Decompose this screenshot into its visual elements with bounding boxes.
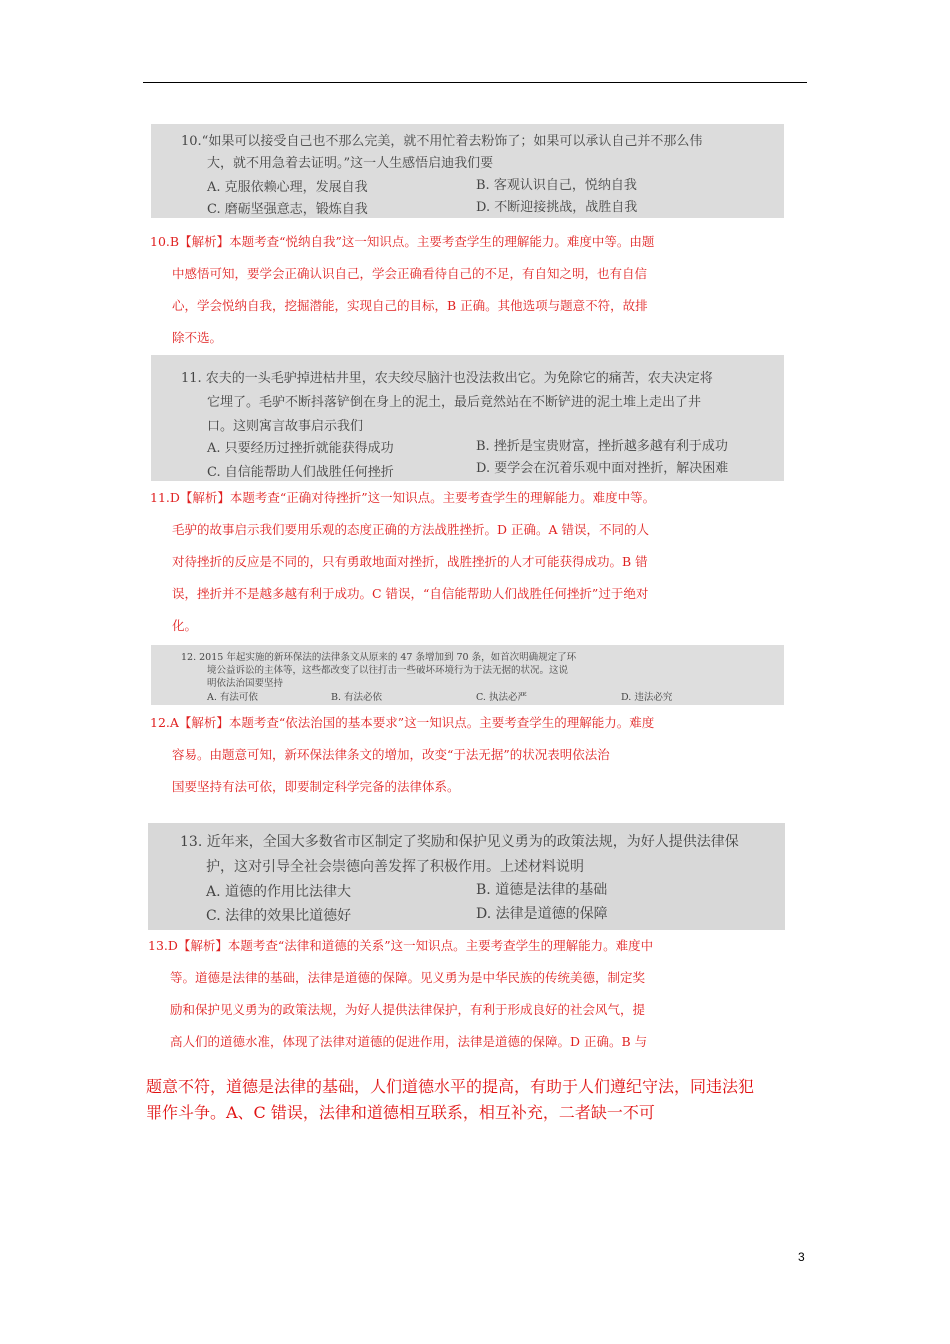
- question-11-stem-line1: 11. 农夫的一头毛驴掉进枯井里，农夫绞尽脑汁也没法救出它。为免除它的痛苦，农夫决定将: [181, 371, 713, 386]
- question-11-option-a: A. 只要经历过挫折就能获得成功: [207, 441, 394, 456]
- question-12-stem-line2: 境公益诉讼的主体等，这些都改变了以往打击一些破坏环境行为于法无据的状况。这说: [207, 665, 569, 676]
- question-11-option-c: C. 自信能帮助人们战胜任何挫折: [207, 465, 394, 480]
- answer-10-line3: 心，学会悦纳自我，挖掘潜能，实现自己的目标，B 正确。其他选项与题意不符，故排: [172, 298, 648, 313]
- question-13-option-a: A. 道德的作用比法律大: [206, 884, 352, 900]
- question-12-image: [151, 645, 784, 705]
- answer-13: [148, 930, 653, 1058]
- question-12-option-c: C. 执法必严: [476, 692, 527, 703]
- answer-13-cont-line1: 题意不符，道德是法律的基础，人们道德水平的提高，有助于人们遵纪守法，同违法犯: [146, 1077, 755, 1096]
- question-12-option-a: A. 有法可依: [207, 692, 258, 703]
- question-10-option-a: A. 克服依赖心理，发展自我: [207, 180, 368, 195]
- question-13-option-d: D. 法律是道德的保障: [476, 906, 608, 922]
- header-rule: [143, 82, 807, 83]
- question-12-stem-line3: 明依法治国要坚持: [207, 678, 284, 689]
- question-10-stem-line2: 大，就不用急着去证明。”这一人生感悟启迪我们要: [207, 156, 494, 171]
- answer-10-line4: 除不选。: [172, 330, 223, 345]
- question-10-option-c: C. 磨砺坚强意志，锻炼自我: [207, 202, 368, 217]
- answer-13-line3: 励和保护见义勇为的政策法规，为好人提供法律保护，有利于形成良好的社会风气，提: [170, 1002, 646, 1017]
- question-10-stem-line1: 10.“如果可以接受自己也不那么完美，就不用忙着去粉饰了；如果可以承认自己并不那么伟: [181, 134, 703, 149]
- question-11-image: [151, 355, 784, 481]
- question-11-stem-line3: 口。这则寓言故事启示我们: [207, 419, 364, 434]
- answer-12: [150, 707, 654, 803]
- question-11-option-b: B. 挫折是宝贵财富，挫折越多越有利于成功: [476, 439, 728, 454]
- answer-11-line1: 11.D【解析】本题考查“正确对待挫折”这一知识点。主要考查学生的理解能力。难度中等。: [150, 490, 656, 505]
- answer-10: [150, 226, 654, 354]
- answer-13-line4: 高人们的道德水准，体现了法律对道德的促进作用，法律是道德的保障。D 正确。B 与: [170, 1034, 648, 1049]
- question-11-option-d: D. 要学会在沉着乐观中面对挫折，解决困难: [476, 461, 729, 476]
- answer-11-line4: 误，挫折并不是越多越有利于成功。C 错误，“自信能帮助人们战胜任何挫折”过于绝对: [172, 586, 649, 601]
- question-13-stem-line2: 护，这对引导全社会崇德向善发挥了积极作用。上述材料说明: [206, 859, 584, 875]
- question-10-image: [151, 124, 784, 218]
- question-10-option-d: D. 不断迎接挑战，战胜自我: [476, 200, 638, 215]
- answer-10-line1: 10.B【解析】本题考查“悦纳自我”这一知识点。主要考查学生的理解能力。难度中等。由题: [150, 234, 655, 249]
- answer-13-line1: 13.D【解析】本题考查“法律和道德的关系”这一知识点。主要考查学生的理解能力。难度中: [148, 938, 654, 953]
- question-13-option-c: C. 法律的效果比道德好: [206, 908, 352, 924]
- question-13-stem-line1: 13. 近年来，全国大多数省市区制定了奖励和保护见义勇为的政策法规，为好人提供法律保: [180, 834, 739, 850]
- question-10-option-b: B. 客观认识自己，悦纳自我: [476, 178, 637, 193]
- question-13-image: [148, 823, 785, 930]
- answer-13-continuation: [146, 1074, 806, 1126]
- question-13-option-b: B. 道德是法律的基础: [476, 882, 608, 898]
- answer-11-line5: 化。: [172, 618, 198, 633]
- answer-12-line3: 国要坚持有法可依，即要制定科学完备的法律体系。: [172, 779, 460, 794]
- question-12-stem-line1: 12. 2015 年起实施的新环保法的法律条文从原来的 47 条增加到 70 条，如首次明确规定了环: [181, 652, 577, 663]
- answer-10-line2: 中感悟可知，要学会正确认识自己，学会正确看待自己的不足，有自知之明，也有自信: [172, 266, 648, 281]
- answer-13-cont-line2: 罪作斗争。A、C 错误，法律和道德相互联系，相互补充，二者缺一不可: [146, 1103, 655, 1122]
- question-12-option-d: D. 违法必究: [621, 692, 673, 703]
- answer-13-line2: 等。道德是法律的基础，法律是道德的保障。见义勇为是中华民族的传统美德，制定奖: [170, 970, 646, 985]
- question-12-option-b: B. 有法必依: [331, 692, 383, 703]
- answer-11-line2: 毛驴的故事启示我们要用乐观的态度正确的方法战胜挫折。D 正确。A 错误，不同的人: [172, 522, 649, 537]
- answer-11-line3: 对待挫折的反应是不同的，只有勇敢地面对挫折，战胜挫折的人才可能获得成功。B 错: [172, 554, 648, 569]
- question-11-stem-line2: 它埋了。毛驴不断抖落铲倒在身上的泥土，最后竟然站在不断铲进的泥土堆上走出了井: [207, 395, 702, 410]
- answer-11: [150, 482, 655, 642]
- answer-12-line2: 容易。由题意可知，新环保法律条文的增加，改变“于法无据”的状况表明依法治: [172, 747, 610, 762]
- answer-12-line1: 12.A【解析】本题考查“依法治国的基本要求”这一知识点。主要考查学生的理解能力。难度: [150, 715, 655, 730]
- page-number: 3: [798, 1250, 805, 1264]
